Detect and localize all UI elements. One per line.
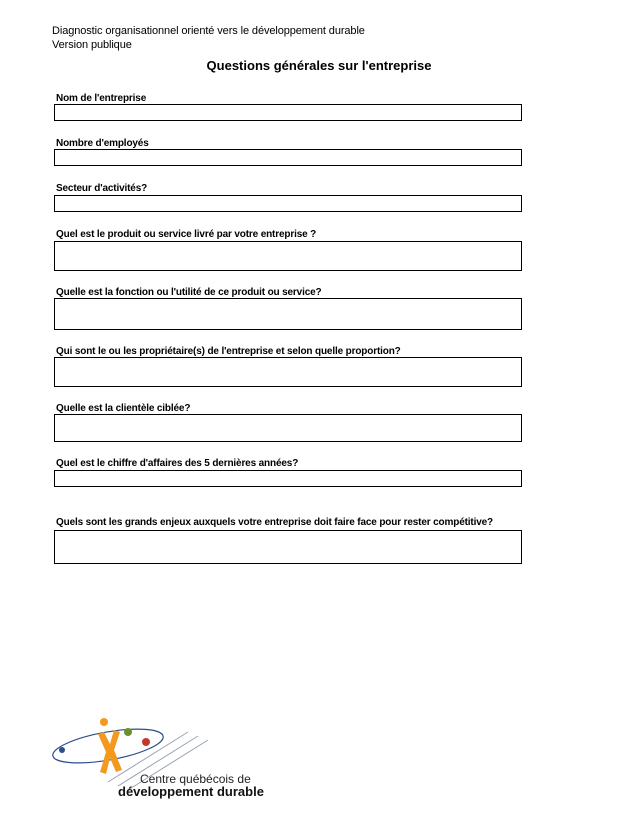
question-label-challenges: Quels sont les grands enjeux auxquels votre entreprise doit faire face pour rester compétitive? [56, 517, 494, 528]
question-label-product-function: Quelle est la fonction ou l'utilité de ce produit ou service? [56, 287, 322, 298]
page-title: Questions générales sur l'entreprise [206, 58, 432, 73]
logo-head [100, 718, 108, 726]
answer-field-sector[interactable] [54, 195, 522, 212]
answer-field-challenges[interactable] [54, 530, 522, 564]
question-label-revenue: Quel est le chiffre d'affaires des 5 dernières années? [56, 458, 299, 469]
logo-green-ball [124, 728, 132, 736]
logo-figure [98, 730, 122, 774]
answer-field-product-function[interactable] [54, 298, 522, 330]
logo-text-line-2: développement durable [118, 784, 264, 799]
answer-field-owners[interactable] [54, 357, 522, 387]
question-label-product-service: Quel est le produit ou service livré par votre entreprise ? [56, 229, 317, 240]
logo-red-ball [142, 738, 150, 746]
logo-blue-ball [59, 747, 65, 753]
answer-field-company-name[interactable] [54, 104, 522, 121]
question-label-employee-count: Nombre d'employés [56, 138, 149, 149]
answer-field-clientele[interactable] [54, 414, 522, 442]
logo-text-line-1: Centre québécois de [140, 772, 251, 786]
answer-field-revenue[interactable] [54, 470, 522, 487]
question-label-owners: Qui sont le ou les propriétaire(s) de l'entreprise et selon quelle proportion? [56, 346, 401, 357]
question-label-clientele: Quelle est la clientèle ciblée? [56, 403, 191, 414]
question-label-sector: Secteur d'activités? [56, 183, 148, 194]
header-line-1: Diagnostic organisationnel orienté vers le développement durable [52, 25, 365, 37]
header-line-2: Version publique [52, 39, 132, 51]
question-label-company-name: Nom de l'entreprise [56, 93, 147, 104]
answer-field-product-service[interactable] [54, 241, 522, 271]
answer-field-employee-count[interactable] [54, 149, 522, 166]
